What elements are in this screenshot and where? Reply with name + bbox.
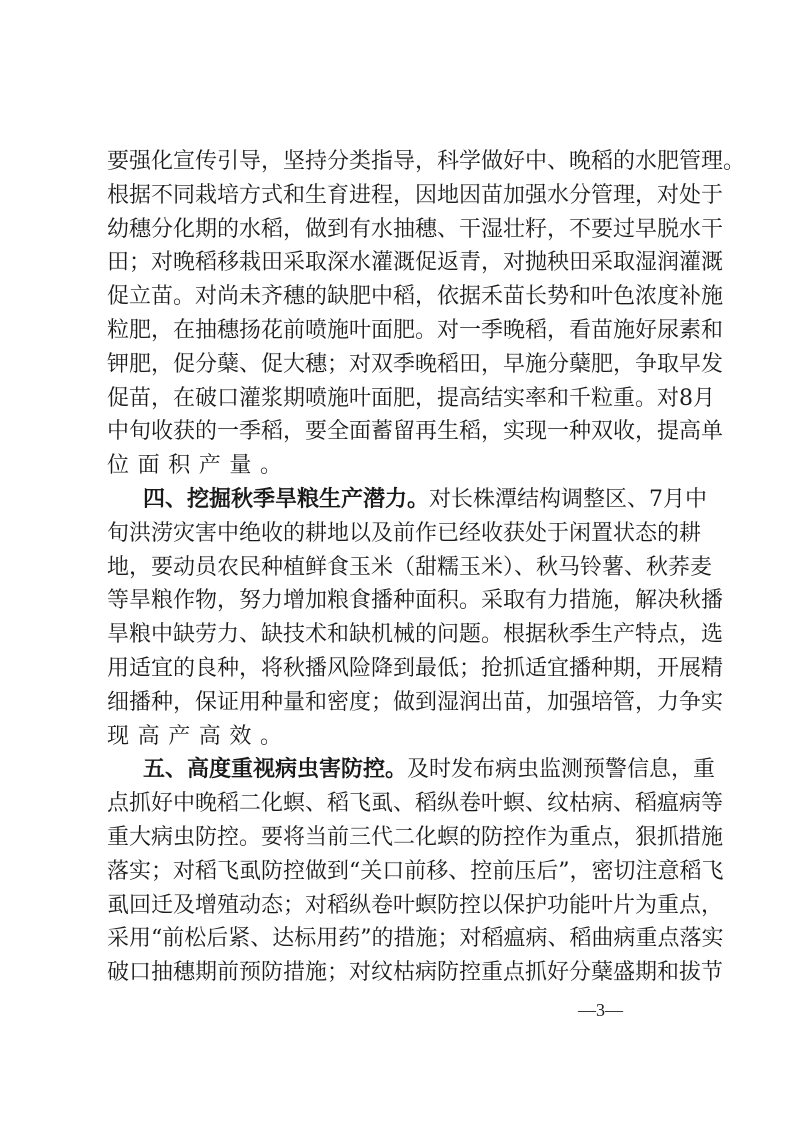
paragraph-autumn-dry-grain <box>107 483 724 753</box>
text-line <box>107 753 716 787</box>
text-run: 及时发布病虫监测预警信息，重 <box>407 757 716 783</box>
text-line: 旱粮中缺劳力、缺技术和缺机械的问题。根据秋季生产特点，选 <box>107 622 724 648</box>
text-line: 根据不同栽培方式和生育进程，因地因苗加强水分管理，对处于 <box>107 182 724 208</box>
text-line: 促苗，在破口灌浆期喷施叶面肥，提高结实率和千粒重。对8月 <box>107 385 715 411</box>
section-heading: 五、高度重视病虫害防控。 <box>143 757 408 783</box>
page-number: —3— <box>578 1000 623 1020</box>
text-line: 位面积产量。 <box>107 453 291 479</box>
section-heading: 四、挖掘秋季旱粮生产潜力。 <box>143 486 430 512</box>
text-line: 破口抽穗期前预防措施；对纹枯病防控重点抓好分蘖盛期和拔节 <box>107 960 724 986</box>
text-line: 落实；对稻飞虱防控做到“关口前移、控前压后”，密切注意稻飞 <box>107 858 724 884</box>
text-line: 粒肥，在抽穗扬花前喷施叶面肥。对一季晚稻，看苗施好尿素和 <box>107 317 724 343</box>
text-line: 用适宜的良种，将秋播风险降到最低；抢抓适宜播种期，开展精 <box>107 655 724 681</box>
text-line: 旬洪涝灾害中绝收的耕地以及前作已经收获处于闲置状态的耕 <box>107 520 702 546</box>
paragraph-pest-control <box>107 753 724 990</box>
text-line: 钾肥，促分蘖、促大穗；对双季晚稻田，早施分蘖肥，争取早发 <box>107 351 724 377</box>
text-line: 点抓好中晚稻二化螟、稻飞虱、稻纵卷叶螟、纹枯病、稻瘟病等 <box>107 791 724 817</box>
text-line: 田；对晚稻移栽田采取深水灌溉促返青，对抛秧田采取湿润灌溉 <box>107 250 724 276</box>
text-line: 促立苗。对尚未齐穗的缺肥中稻，依据禾苗长势和叶色浓度补施 <box>107 284 724 310</box>
text-line: 细播种，保证用种量和密度；做到湿润出苗，加强培管，力争实 <box>107 689 724 715</box>
paragraph-water-fertilizer <box>107 145 746 483</box>
text-line <box>107 483 708 517</box>
text-run: 对长株潭结构调整区、7月中 <box>429 486 708 512</box>
text-line: 等旱粮作物，努力增加粮食播种面积。采取有力措施，解决秋播 <box>107 588 724 614</box>
text-line: 采用“前松后紧、达标用药”的措施；对稻瘟病、稻曲病重点落实 <box>107 926 724 952</box>
text-line: 现高产高效。 <box>107 723 291 749</box>
document-body <box>107 145 746 990</box>
text-line: 幼穗分化期的水稻，做到有水抽穗、干湿壮籽，不要过早脱水干 <box>107 216 724 242</box>
text-line: 要强化宣传引导，坚持分类指导，科学做好中、晚稻的水肥管理。 <box>107 149 746 174</box>
text-line: 虱回迁及增殖动态；对稻纵卷叶螟防控以保护功能叶片为重点， <box>107 892 724 918</box>
text-line: 地，要动员农民种植鲜食玉米（甜糯玉米）、秋马铃薯、秋荞麦 <box>107 554 713 580</box>
text-line: 中旬收获的一季稻，要全面蓄留再生稻，实现一种双收，提高单 <box>107 419 724 445</box>
text-line: 重大病虫防控。要将当前三代二化螟的防控作为重点，狠抓措施 <box>107 824 724 850</box>
